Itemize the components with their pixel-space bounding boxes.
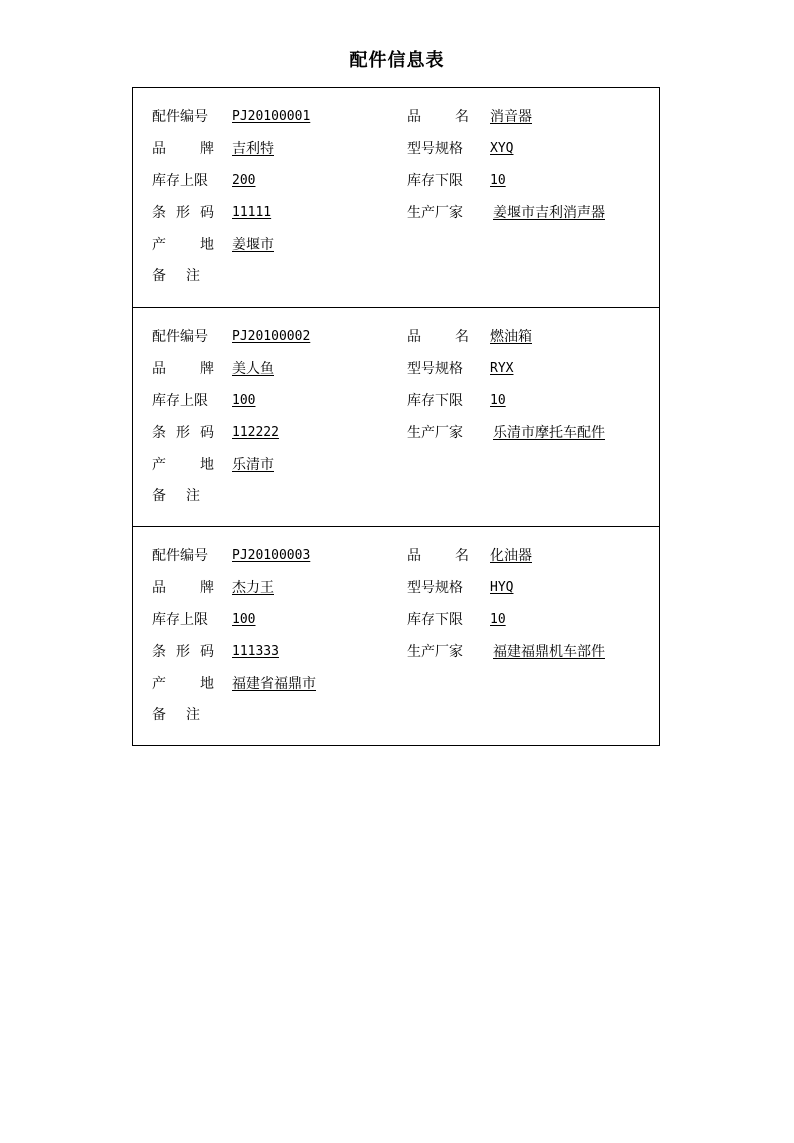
record-row: [133, 486, 659, 506]
remark-label: 备注: [152, 268, 200, 284]
record-row: [133, 139, 659, 159]
code-label: 配件编号: [152, 548, 208, 564]
stock-min-label: 库存下限: [407, 173, 463, 189]
brand-label: 品牌: [152, 141, 214, 157]
stock-min-label: 库存下限: [407, 393, 463, 409]
brand-value: 杰力王: [232, 580, 274, 596]
remark-label: 备注: [152, 488, 200, 504]
record-card: [133, 88, 659, 307]
records-table: [132, 87, 660, 746]
barcode-label: 条形码: [152, 205, 214, 221]
name-value: 化油器: [490, 548, 532, 564]
stock-max-label: 库存上限: [152, 173, 208, 189]
manufacturer-label: 生产厂家: [407, 205, 463, 221]
origin-value: 福建省福鼎市: [232, 676, 316, 692]
barcode-value: 111333: [232, 644, 279, 659]
manufacturer-label: 生产厂家: [407, 644, 463, 660]
origin-label: 产地: [152, 457, 214, 473]
record-row: [133, 391, 659, 411]
name-label: 品名: [407, 329, 469, 345]
origin-label: 产地: [152, 237, 214, 253]
model-value: HYQ: [490, 580, 514, 595]
record-row: [133, 546, 659, 566]
origin-value: 姜堰市: [232, 237, 274, 253]
record-row: [133, 235, 659, 255]
model-label: 型号规格: [407, 361, 463, 377]
stock-max-value: 200: [232, 173, 256, 188]
model-value: RYX: [490, 361, 514, 376]
code-value: PJ20100001: [232, 109, 311, 124]
stock-min-value: 10: [490, 393, 506, 408]
record-row: [133, 266, 659, 286]
record-row: [133, 171, 659, 191]
record-row: [133, 327, 659, 347]
record-row: [133, 203, 659, 223]
barcode-value: 112222: [232, 425, 279, 440]
name-label: 品名: [407, 548, 469, 564]
record-card: [133, 526, 659, 745]
record-row: [133, 455, 659, 475]
page-title: 配件信息表: [349, 50, 445, 71]
brand-label: 品牌: [152, 361, 214, 377]
record-row: [133, 610, 659, 630]
stock-min-value: 10: [490, 612, 506, 627]
stock-max-label: 库存上限: [152, 393, 208, 409]
manufacturer-value: 福建福鼎机车部件: [493, 644, 605, 660]
record-row: [133, 359, 659, 379]
stock-max-value: 100: [232, 612, 256, 627]
brand-value: 美人鱼: [232, 361, 274, 377]
stock-max-value: 100: [232, 393, 256, 408]
manufacturer-label: 生产厂家: [407, 425, 463, 441]
record-row: [133, 642, 659, 662]
stock-max-label: 库存上限: [152, 612, 208, 628]
record-row: [133, 705, 659, 725]
code-label: 配件编号: [152, 329, 208, 345]
barcode-label: 条形码: [152, 425, 214, 441]
model-label: 型号规格: [407, 141, 463, 157]
origin-label: 产地: [152, 676, 214, 692]
origin-value: 乐清市: [232, 457, 274, 473]
name-value: 消音器: [490, 109, 532, 125]
record-row: [133, 674, 659, 694]
name-label: 品名: [407, 109, 469, 125]
code-value: PJ20100002: [232, 329, 311, 344]
code-value: PJ20100003: [232, 548, 311, 563]
record-row: [133, 107, 659, 127]
code-label: 配件编号: [152, 109, 208, 125]
record-row: [133, 423, 659, 443]
stock-min-value: 10: [490, 173, 506, 188]
record-row: [133, 578, 659, 598]
brand-label: 品牌: [152, 580, 214, 596]
record-card: [133, 307, 659, 526]
name-value: 燃油箱: [490, 329, 532, 345]
stock-min-label: 库存下限: [407, 612, 463, 628]
manufacturer-value: 姜堰市吉利消声器: [493, 205, 605, 221]
model-label: 型号规格: [407, 580, 463, 596]
model-value: XYQ: [490, 141, 514, 156]
manufacturer-value: 乐清市摩托车配件: [493, 425, 605, 441]
remark-label: 备注: [152, 707, 200, 723]
barcode-label: 条形码: [152, 644, 214, 660]
brand-value: 吉利特: [232, 141, 274, 157]
barcode-value: 11111: [232, 205, 272, 220]
